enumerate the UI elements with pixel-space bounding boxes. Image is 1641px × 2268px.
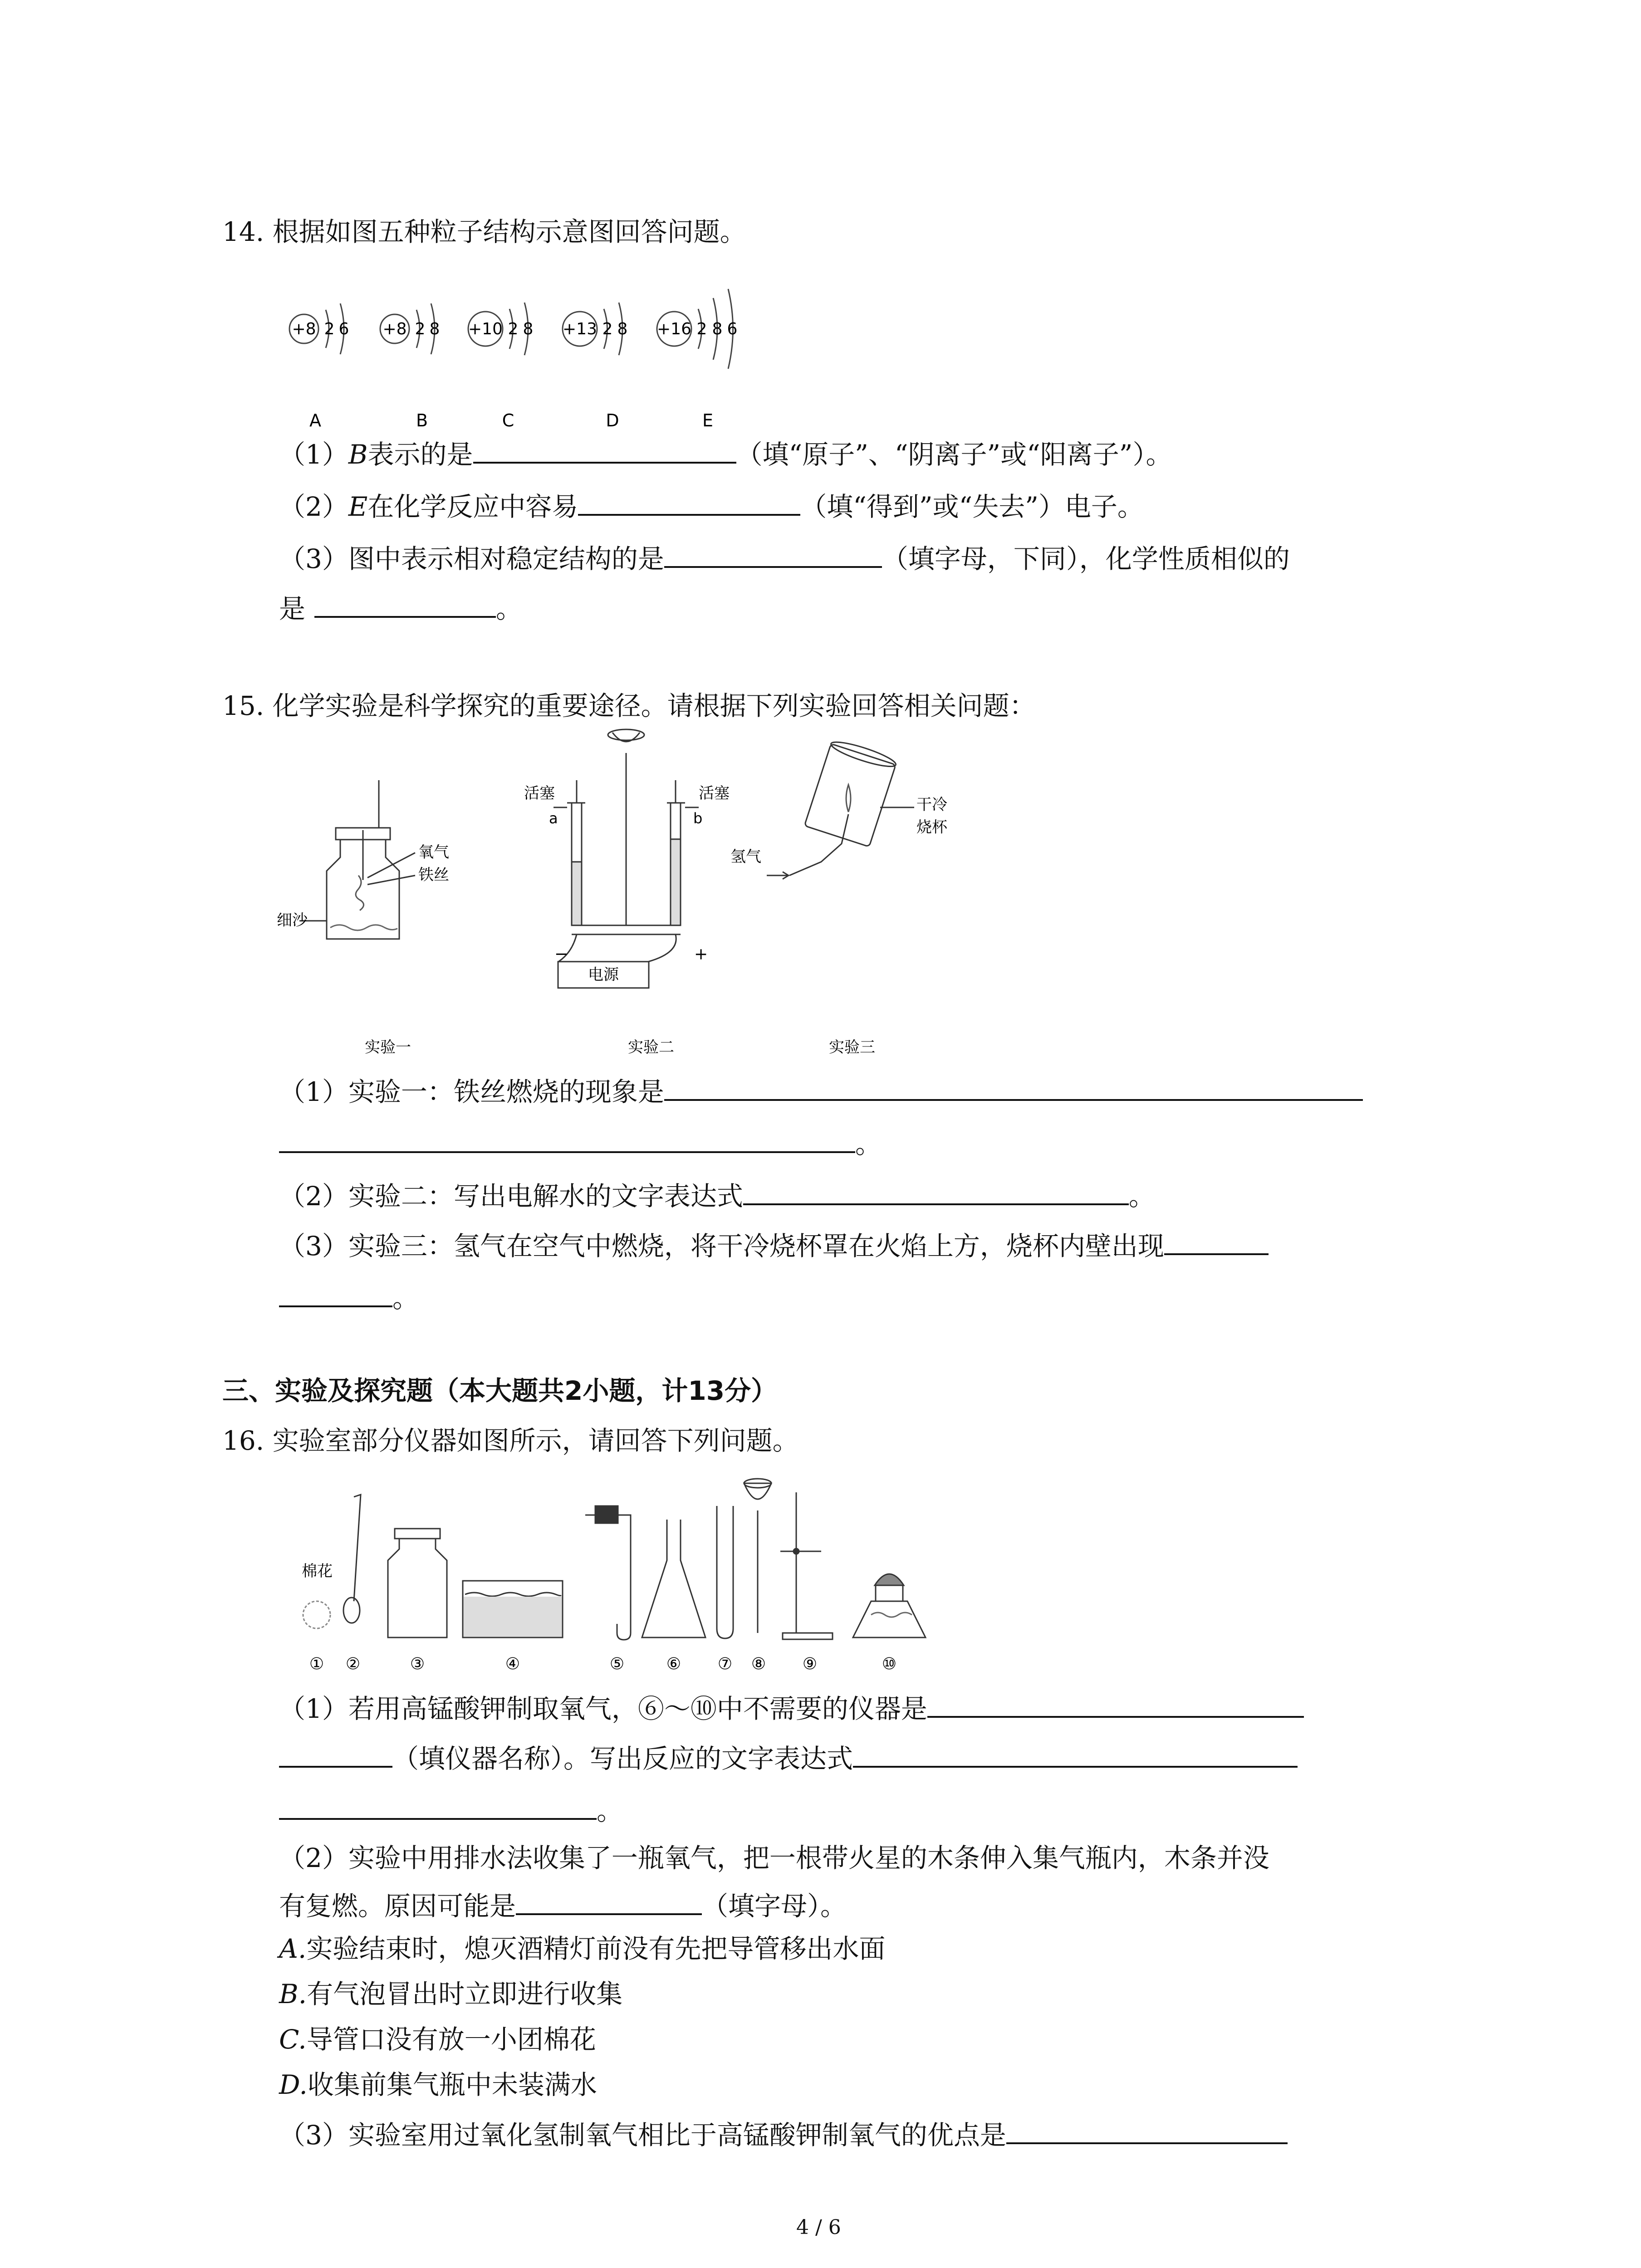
q16-p3-answer-blank[interactable] [1006, 2116, 1288, 2144]
q16-p3-text: （3）实验室用过氧化氢制氧气相比于高锰酸钾制氧气的优点是 [279, 2120, 1006, 2151]
q16-part1-cont2 [279, 1792, 623, 1827]
atom-b-shell-1: 2 [415, 320, 426, 338]
experiment-3-apparatus [767, 738, 914, 879]
atom-a-shell-2: 6 [338, 320, 349, 338]
q16-p2-b-post: （填字母）。 [702, 1891, 847, 1921]
q14-p3-end: 。 [496, 593, 523, 624]
q15-p1-end: 。 [855, 1129, 882, 1159]
q16-stem: 16. 实验室部分仪器如图所示，请回答下列问题。 [222, 1425, 799, 1456]
q16-part1-cont [279, 1740, 1298, 1775]
q14-p2-letter: E [348, 491, 368, 522]
q16-p1-end: 。 [597, 1795, 623, 1826]
experiment-1-apparatus [299, 780, 415, 939]
q16-apparatus-figure [272, 1465, 1021, 1678]
q16-p1-instrument-blank-1[interactable] [927, 1690, 1304, 1718]
instrument-label-9: ⑨ [802, 1655, 818, 1673]
exp2-negative-label: − [554, 945, 568, 963]
q16-p1-b: （填仪器名称）。写出反应的文字表达式 [392, 1743, 853, 1774]
q15-part1 [279, 1073, 1363, 1108]
q15-p1-answer-blank-1[interactable] [664, 1073, 1363, 1101]
q16-part3 [279, 2116, 1288, 2151]
atom-d-nucleus-charge: +13 [563, 320, 597, 338]
experiment-2-apparatus [554, 729, 699, 988]
atom-e-label: E [702, 411, 714, 430]
atom-d-label: D [606, 411, 619, 430]
q16-p1-instrument-blank-2[interactable] [279, 1740, 392, 1768]
q16-p2-answer-blank[interactable] [516, 1887, 702, 1915]
q16-p2-b: 有复燃。原因可能是 [279, 1891, 516, 1921]
option-a-text: 实验结束时，熄灭酒精灯前没有先把导管移出水面 [306, 1933, 886, 1964]
atom-b-nucleus-charge: +8 [382, 320, 407, 338]
instrument-3-bottle [388, 1529, 447, 1637]
q14-p3-similar-blank[interactable] [314, 590, 496, 618]
exp2-caption: 实验二 [628, 1038, 674, 1056]
q16-part2-line2 [279, 1887, 847, 1922]
q16-part1 [279, 1690, 1304, 1725]
q14-stem: 14. 根据如图五种粒子结构示意图回答问题。 [222, 216, 746, 247]
atom-b-label: B [416, 411, 428, 430]
q14-p2-mid: 在化学反应中容易 [367, 491, 578, 522]
atom-a-nucleus-charge: +8 [292, 320, 316, 338]
q14-part1 [279, 435, 1172, 471]
q15-p3-answer-blank-2[interactable] [279, 1279, 392, 1307]
instrument-label-3: ③ [410, 1655, 425, 1673]
q15-p1-answer-blank-2[interactable] [279, 1125, 855, 1153]
q16-p1-a: （1）若用高锰酸钾制取氧气，⑥～⑩中不需要的仪器是 [279, 1693, 927, 1724]
exp2-tube-a-label: a [549, 810, 558, 827]
exp2-positive-label: + [694, 945, 708, 963]
atom-c-shell-1: 2 [508, 320, 519, 338]
instrument-6-conical-flask [642, 1520, 705, 1637]
q15-p3-end: 。 [392, 1283, 419, 1314]
q14-part3-line2 [279, 590, 522, 625]
instrument-2-spoon [343, 1495, 361, 1623]
exp3-beaker-label-line1: 干冷 [916, 796, 947, 814]
q16-part2-line1: （2）实验中用排水法收集了一瓶氧气，把一根带火星的木条伸入集气瓶内，木条并没 [279, 1843, 1269, 1873]
exp3-beaker-label-line2: 烧杯 [916, 818, 947, 836]
q15-part3 [279, 1227, 1269, 1262]
instrument-4-trough [463, 1581, 563, 1637]
q14-p1-mid: 表示的是 [367, 439, 473, 470]
exp3-hydrogen-label: 氢气 [730, 848, 761, 866]
atom-a-label: A [309, 411, 321, 430]
q15-p2-text: （2）实验二：写出电解水的文字表达式 [279, 1181, 743, 1212]
option-b-text: 有气泡冒出时立即进行收集 [307, 1979, 623, 2009]
q16-p1-equation-blank-1[interactable] [853, 1740, 1298, 1768]
q16-option-b [279, 1978, 622, 2010]
atom-e-shell-1: 2 [696, 320, 707, 338]
q15-p3-answer-blank-1[interactable] [1164, 1227, 1269, 1255]
instrument-7-test-tube [717, 1506, 733, 1638]
exp1-sand-label: 细沙 [277, 911, 308, 929]
q14-p2-answer-blank[interactable] [578, 488, 800, 516]
option-b-letter: B. [279, 1979, 307, 2009]
instrument-label-8: ⑧ [751, 1655, 766, 1673]
exp2-tube-b-label: b [693, 810, 703, 827]
q14-p2-pre: （2） [279, 491, 348, 522]
q15-part3-cont [279, 1279, 419, 1315]
atom-c-label: C [502, 411, 514, 430]
q15-p2-end: 。 [1128, 1181, 1155, 1212]
instrument-label-1: ① [309, 1655, 324, 1673]
page-number: 4 / 6 [796, 2216, 841, 2239]
atom-b-shell-2: 8 [429, 320, 440, 338]
q15-part2 [279, 1177, 1155, 1212]
instrument-label-6: ⑥ [666, 1655, 681, 1673]
atom-e-nucleus-charge: +16 [657, 320, 691, 338]
q14-p1-pre: （1） [279, 439, 348, 470]
q15-part1-cont [279, 1125, 882, 1160]
q16-option-c [279, 2023, 596, 2056]
atom-a-shell-1: 2 [324, 320, 335, 338]
q14-part2 [279, 488, 1144, 523]
exp2-valve-left-label: 活塞 [524, 784, 555, 802]
q14-atom-structure-figure [272, 256, 780, 438]
q14-p3-b: （填字母，下同），化学性质相似的 [882, 543, 1290, 574]
q14-p1-letter: B [348, 439, 368, 470]
option-c-letter: C. [279, 2024, 307, 2055]
atom-c-shell-2: 8 [523, 320, 534, 338]
exp1-oxygen-label: 氧气 [418, 843, 449, 861]
cotton-label: 棉花 [302, 1562, 333, 1580]
instrument-1-cotton [303, 1601, 330, 1628]
instrument-label-7: ⑦ [717, 1655, 733, 1673]
q14-p1-post: （填“原子”、“阴离子”或“阳离子”）。 [736, 439, 1172, 470]
q16-option-a [279, 1932, 885, 1965]
q14-part3-line1 [279, 540, 1290, 575]
instrument-5-stopper-tube [585, 1506, 631, 1640]
atom-d-shell-2: 8 [617, 320, 628, 338]
q15-p1-text: （1）实验一：铁丝燃烧的现象是 [279, 1076, 664, 1107]
atom-e-shell-3: 6 [727, 320, 738, 338]
q14-p1-answer-blank[interactable] [473, 435, 736, 464]
instrument-9-iron-stand [780, 1492, 833, 1639]
atom-c-nucleus-charge: +10 [468, 320, 503, 338]
instrument-10-alcohol-lamp [853, 1574, 926, 1637]
q14-p3-a: （3）图中表示相对稳定结构的是 [279, 543, 664, 574]
instrument-label-4: ④ [505, 1655, 520, 1673]
q15-stem: 15. 化学实验是科学探究的重要途径。请根据下列实验回答相关问题： [222, 690, 1036, 721]
section-3-heading: 三、实验及探究题（本大题共2小题，计13分） [222, 1375, 778, 1406]
exp2-valve-right-label: 活塞 [699, 784, 730, 802]
option-d-text: 收集前集气瓶中未装满水 [307, 2069, 597, 2100]
atom-e-shell-2: 8 [712, 320, 723, 338]
q14-p3-stable-blank[interactable] [664, 540, 882, 568]
exp3-caption: 实验三 [829, 1038, 875, 1056]
q15-experiment-figure [277, 726, 966, 1061]
instrument-label-5: ⑤ [609, 1655, 625, 1673]
option-d-letter: D. [279, 2069, 308, 2100]
instrument-8-funnel [744, 1479, 771, 1633]
q14-p2-post: （填“得到”或“失去”）电子。 [800, 491, 1144, 522]
exp1-caption: 实验一 [365, 1038, 411, 1056]
instrument-label-10: ⑩ [882, 1655, 897, 1673]
q16-p1-equation-blank-2[interactable] [279, 1792, 597, 1820]
q16-option-d [279, 2068, 597, 2101]
atom-d-shell-1: 2 [602, 320, 613, 338]
option-a-letter: A. [279, 1933, 307, 1964]
option-c-text: 导管口没有放一小团棉花 [306, 2024, 596, 2055]
exp1-iron-wire-label: 铁丝 [418, 866, 449, 884]
exp2-power-label: 电源 [588, 966, 619, 984]
instrument-label-2: ② [345, 1655, 361, 1673]
q15-p3-text: （3）实验三：氢气在空气中燃烧，将干冷烧杯罩在火焰上方，烧杯内壁出现 [279, 1231, 1164, 1261]
q14-p3-c: 是 [279, 593, 306, 624]
q15-p2-answer-blank[interactable] [743, 1177, 1129, 1205]
